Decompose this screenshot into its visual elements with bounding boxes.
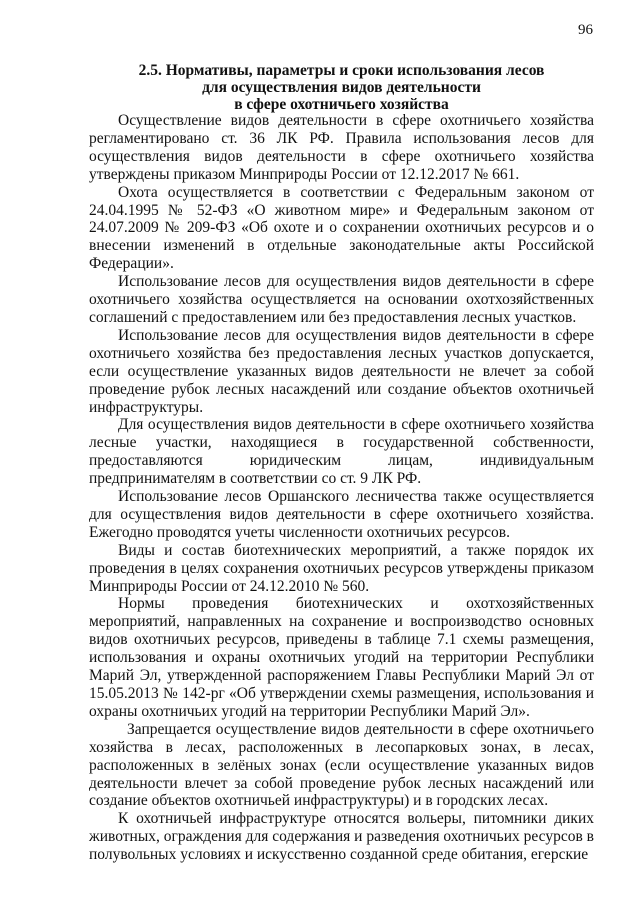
page-number: 96: [578, 22, 593, 38]
paragraph-biotechnical-measures: Виды и состав биотехнических мероприятий, а также порядок их проведения в целях сохранения охотничьих ресурсов утверждены приказом Минприроды России от 24.12.2010 № 560.: [89, 541, 594, 595]
paragraph-hunting-agreements: Использование лесов для осуществления видов деятельности в сфере охотничьего хозяйства осуществляется на основании охотхозяйственных соглашений с предоставлением или без предоставления лесных участков.: [89, 273, 594, 326]
section-heading-line-2: для осуществления видов деятельности: [202, 79, 481, 96]
document-body: [89, 112, 594, 864]
paragraph-plot-provision: Для осуществления видов деятельности в сфере охотничьего хозяйства лесные участки, находящиеся в государственной собственности, предоставляются юридическим лицам, индивидуальным предпринимателям в соответствии со ст. 9 ЛК РФ.: [89, 416, 594, 488]
paragraph-forest-use-regulation: Осуществление видов деятельности в сфере охотничьего хозяйства регламентировано ст. 36 ЛК РФ. Правила использования лесов для осуществления видов деятельности в сфере охотничьего хозяйства утверждены приказом Минприроды России от 12.12.2017 № 661.: [89, 112, 594, 183]
paragraph-use-without-plots: Использование лесов для осуществления видов деятельности в сфере охотничьего хозяйства без предоставления лесных участков допускается, если осуществление указанных видов деятельности не влечет за собой проведение рубок лесных насаждений или создание объектов охотничьей инфраструктуры.: [89, 326, 594, 416]
paragraph-hunting-laws: Охота осуществляется в соответствии с Федеральным законом от 24.04.1995 № 52-ФЗ «О животном мире» и Федеральным законом от 24.07.2009 № 209-ФЗ «Об охоте и о сохранении охотничьих ресурсов и о внесении изменений в отдельные законодательные акты Российской Федерации».: [89, 183, 594, 273]
section-heading: [89, 62, 594, 113]
paragraph-prohibitions: Запрещается осуществление видов деятельности в сфере охотничьего хозяйства в лесах, расположенных в лесопарковых зонах, в лесах, расположенных в зелёных зонах (если осуществление указанных видов деятельности влечет за собой проведение рубок лесных насаждений или создание объектов охотничьей инфраструктуры) и в городских лесах.: [89, 720, 594, 810]
paragraph-hunting-infrastructure: К охотничьей инфраструктуре относятся вольеры, питомники диких животных, ограждения для содержания и разведения охотничьих ресурсов в полувольных условиях и искусственно созданной среде обитания, егерские: [89, 810, 594, 864]
paragraph-orsha-forestry: Использование лесов Оршанского лесничества также осуществляется для осуществления видов деятельности в сфере охотничьего хозяйства. Ежегодно проводятся учеты численности охотничьих ресурсов.: [89, 488, 594, 541]
section-heading-line-3: в сфере охотничьего хозяйства: [234, 96, 449, 113]
paragraph-norms-table: Нормы проведения биотехнических и охотхозяйственных мероприятий, направленных на сохранение и воспроизводство основных видов охотничьих ресурсов, приведены в таблице 7.1 схемы размещения, использования и охраны охотничьих угодий на территории Республики Марий Эл, утвержденной распоряжением Главы Республики Марий Эл от 15.05.2013 № 142-рг «Об утверждении схемы размещения, использования и охраны охотничьих угодий на территории Республики Марий Эл».: [89, 595, 594, 720]
section-heading-line-1: 2.5. Нормативы, параметры и сроки использования лесов: [138, 62, 545, 79]
